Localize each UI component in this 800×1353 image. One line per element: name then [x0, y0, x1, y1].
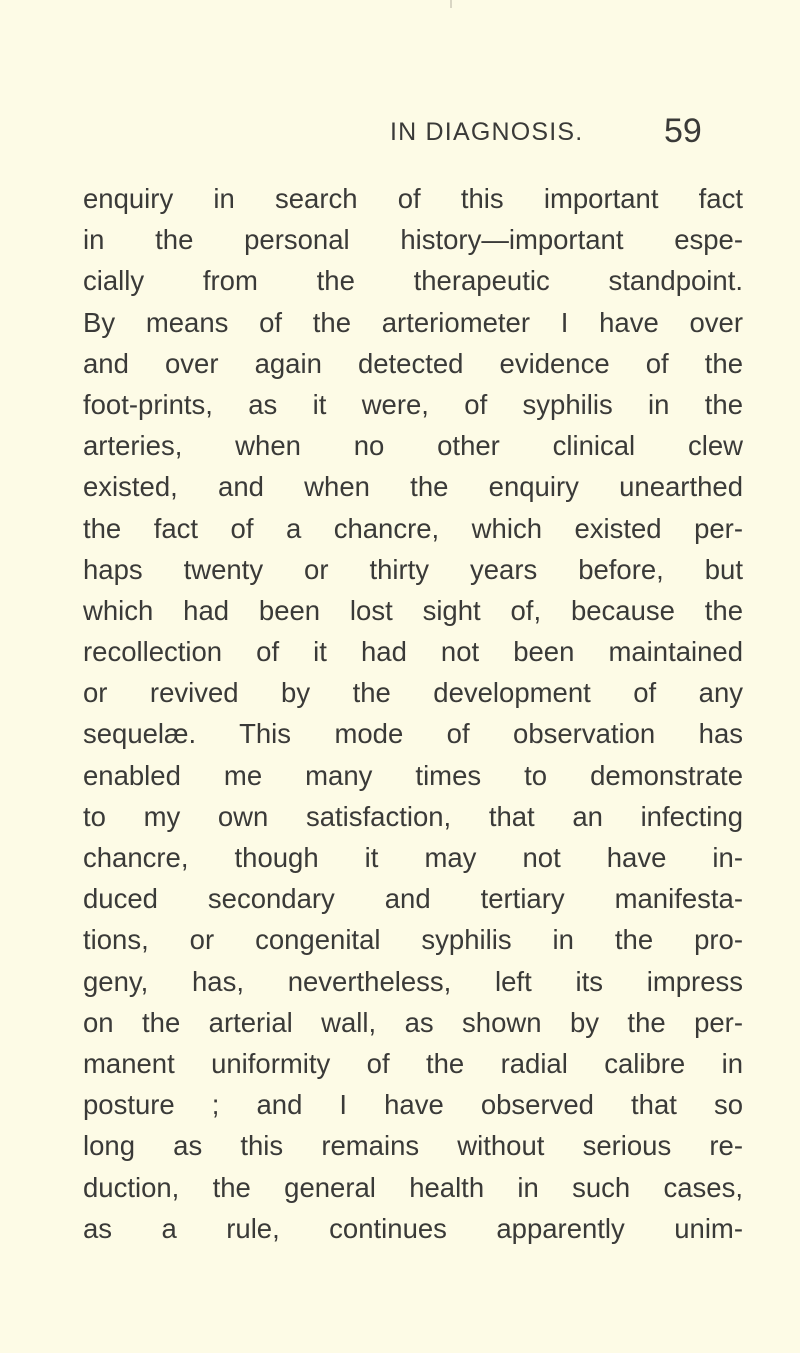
text-line: duced secondary and tertiary manifesta-	[83, 883, 743, 915]
text-line: which had been lost sight of, because the	[83, 594, 743, 626]
text-line: posture ; and I have observed that so	[83, 1089, 743, 1121]
page-number: 59	[664, 112, 702, 150]
text-line: arteries, when no other clinical clew	[83, 430, 743, 462]
text-line: on the arterial wall, as shown by the per-	[83, 1006, 743, 1038]
running-head: IN DIAGNOSIS.	[390, 118, 584, 146]
text-line: tions, or congenital syphilis in the pro-	[83, 924, 743, 956]
text-line: existed, and when the enquiry unearthed	[83, 471, 743, 503]
text-line: as a rule, continues apparently unim-	[83, 1212, 743, 1244]
text-line: to my own satisfaction, that an infecting	[83, 800, 743, 832]
text-line: recollection of it had not been maintained	[83, 636, 743, 668]
text-line: the fact of a chancre, which existed per-	[83, 512, 743, 544]
text-line: manent uniformity of the radial calibre in	[83, 1047, 743, 1079]
text-line: chancre, though it may not have in-	[83, 842, 743, 873]
page-header	[0, 112, 800, 168]
text-line: haps twenty or thirty years before, but	[83, 553, 743, 585]
text-line: foot-prints, as it were, of syphilis in the	[83, 388, 743, 420]
paper-speck	[450, 0, 452, 8]
text-line: enabled me many times to demonstrate	[83, 759, 743, 791]
text-line: cially from the therapeutic standpoint.	[83, 265, 743, 297]
text-line: or revived by the development of any	[83, 677, 743, 709]
body-text	[83, 178, 743, 1249]
text-line: enquiry in search of this important fact	[83, 183, 743, 214]
text-line: sequelæ. This mode of observation has	[83, 718, 743, 750]
text-line: geny, has, nevertheless, left its impress	[83, 965, 743, 997]
text-line: and over again detected evidence of the	[83, 347, 743, 379]
text-line: By means of the arteriometer I have over	[83, 306, 743, 338]
text-line: long as this remains without serious re-	[83, 1130, 743, 1162]
text-line: in the personal history—important espe-	[83, 224, 743, 256]
text-line: duction, the general health in such cases,	[83, 1171, 743, 1203]
